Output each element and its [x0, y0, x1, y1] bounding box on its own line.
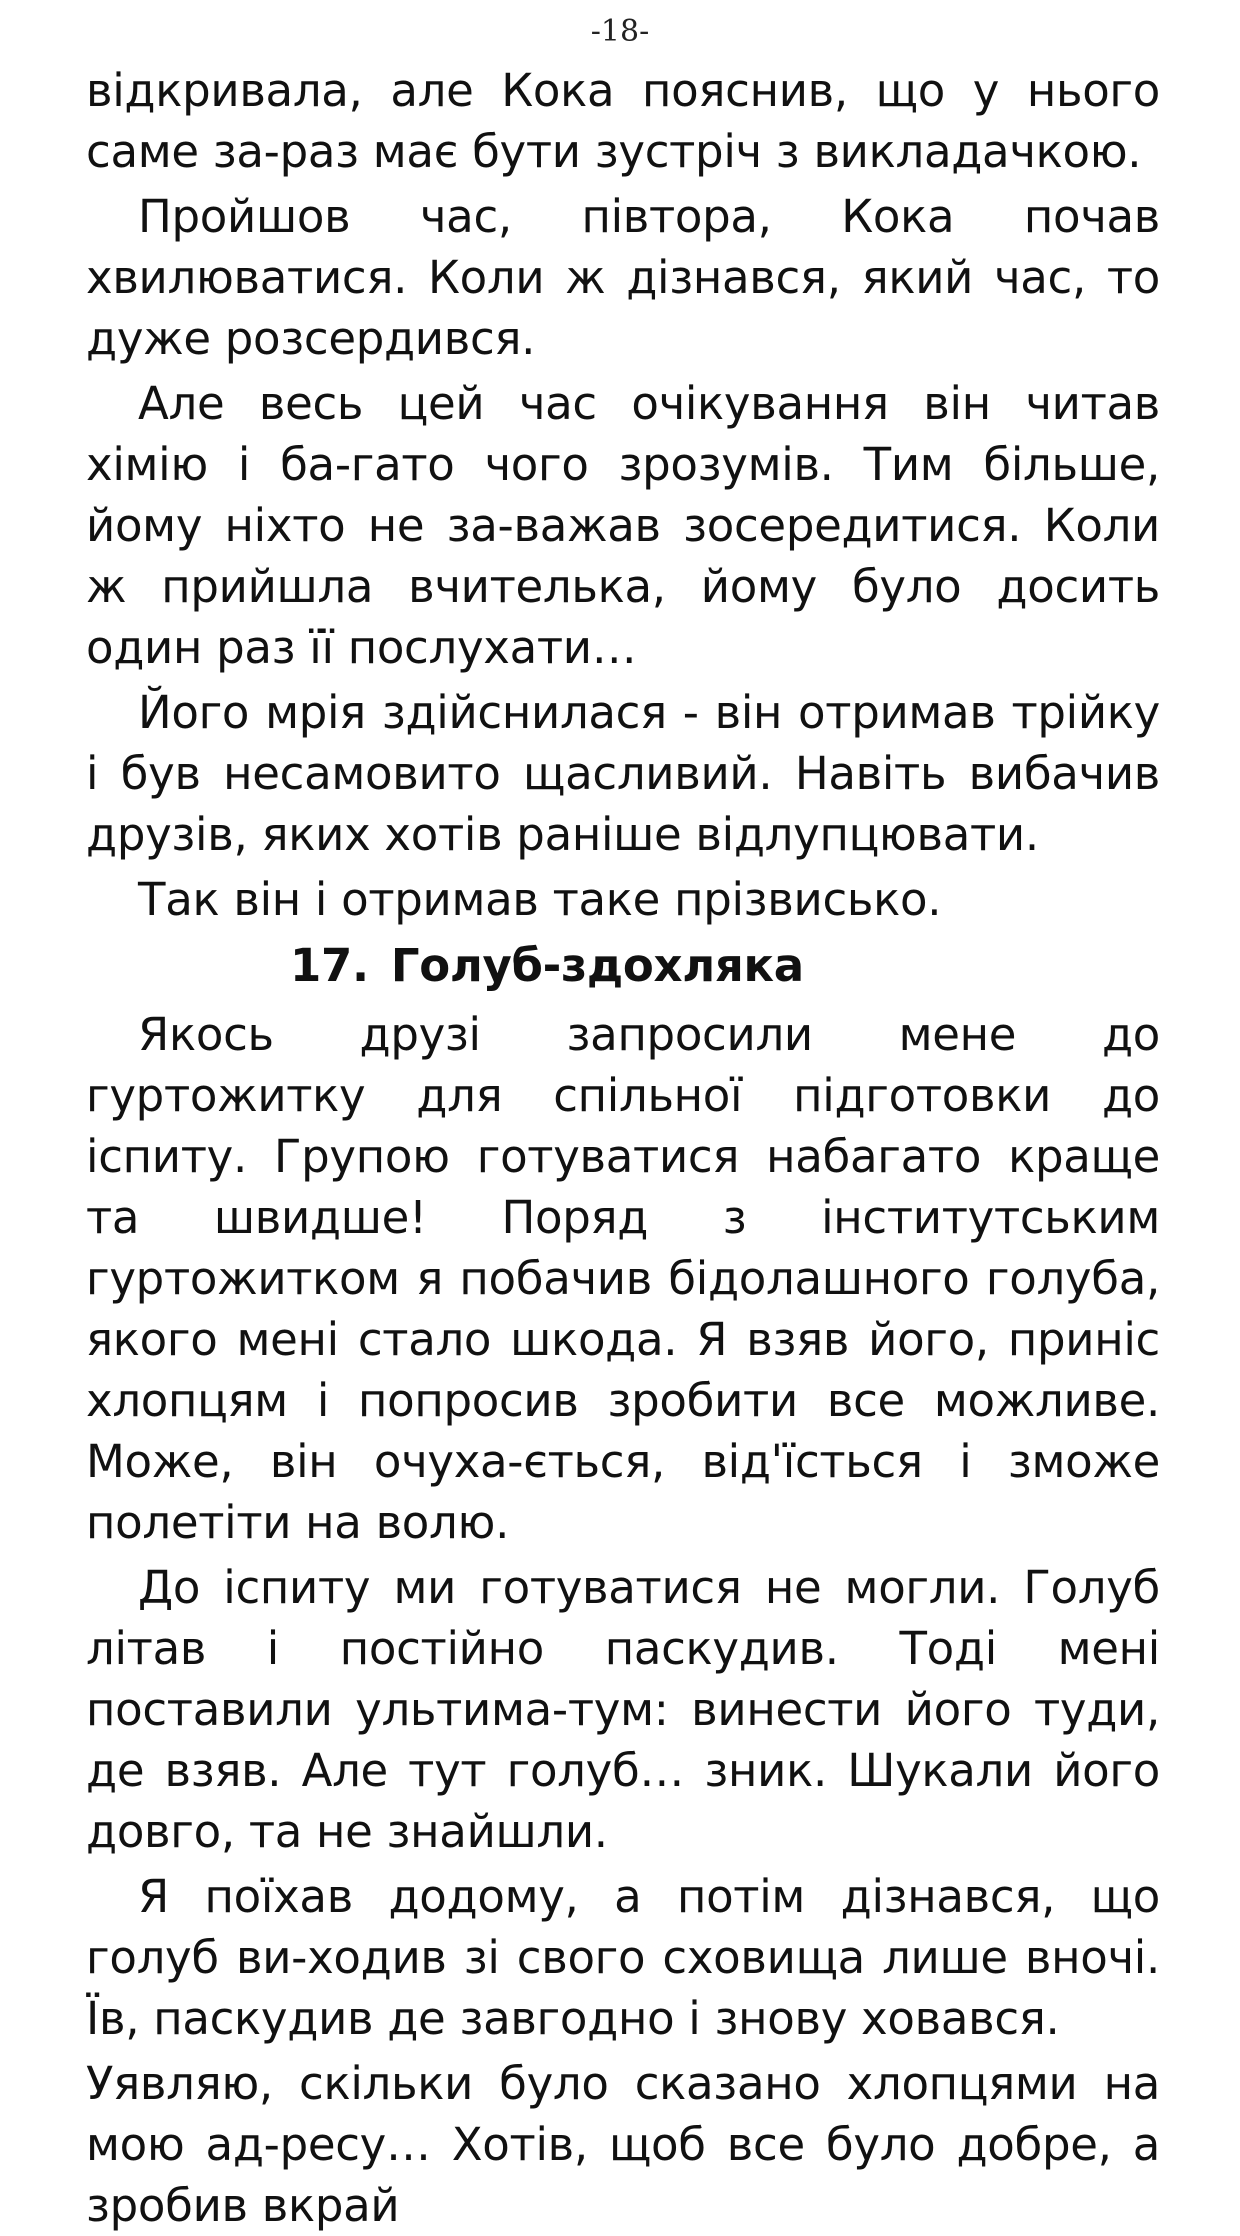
paragraph: Я поїхав додому, а потім дізнався, що голуб ви-ходив зі свого сховища лише вночі. Їв, паскудив де завгодно і знову ховався.	[86, 1870, 1160, 2045]
paragraph: відкривала, але Кока пояснив, що у нього саме за-раз має бути зустріч з викладачкою.	[86, 64, 1160, 178]
paragraph: Але весь цей час очікування він читав хімію і ба-гато чого зрозумів. Тим більше, йому ніхто не за-важав зосередитися. Коли ж прийшла вчителька, йому було досить один раз її послухати…	[86, 377, 1160, 674]
document-body	[86, 60, 1160, 2236]
chapter-number: 17.	[290, 939, 369, 992]
chapter-title: Голуб-здохляка	[390, 939, 804, 992]
page-number: -18-	[590, 14, 650, 49]
paragraph: Пройшов час, півтора, Кока почав хвилюватися. Коли ж дізнався, який час, то дуже розсердився.	[86, 190, 1160, 365]
paragraph: Якось друзі запросили мене до гуртожитку для спільної підготовки до іспиту. Групою готуватися набагато краще та швидше! Поряд з інститутським гуртожитком я побачив бідолашного голуба, якого мені стало шкода. Я взяв його, приніс хлопцям і попросив зробити все можливе. Може, він очуха-ється, від'їсться і зможе полетіти на волю.	[86, 1008, 1160, 1549]
chapter-heading	[86, 934, 1160, 998]
paragraph: До іспиту ми готуватися не могли. Голуб літав і постійно паскудив. Тоді мені поставили ультима-тум: винести його туди, де взяв. Але тут голуб… зник. Шукали його довго, та не знайшли.	[86, 1561, 1160, 1858]
paragraph: Його мрія здійснилася - він отримав трійку і був несамовито щасливий. Навіть вибачив друзів, яких хотів раніше відлупцювати.	[86, 686, 1160, 861]
paragraph: Так він і отримав таке прізвисько.	[138, 873, 942, 926]
paragraph: Уявляю, скільки було сказано хлопцями на мою ад-ресу… Хотів, щоб все було добре, а зробив вкрай	[86, 2057, 1160, 2232]
